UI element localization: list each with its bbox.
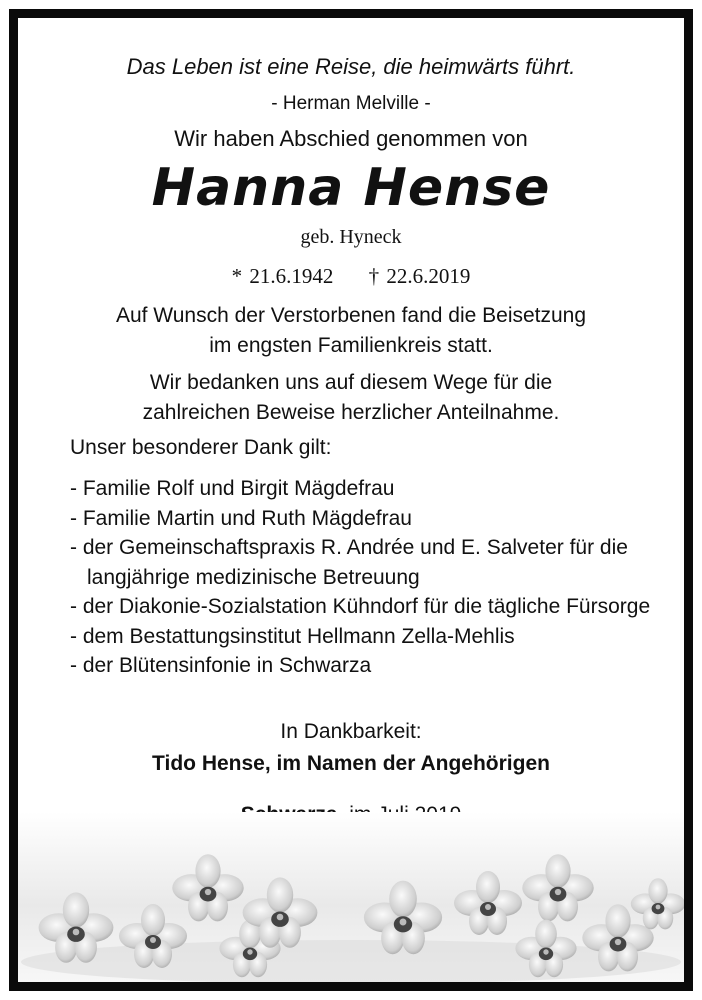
thanks-notice [18, 368, 684, 428]
thanks-notice-line: Wir bedanken uns auf diesem Wege für die [149, 371, 553, 394]
list-item: - der Blütensinfonie in Schwarza [70, 651, 670, 681]
thanks-heading: Unser besonderer Dank gilt: [70, 436, 332, 459]
burial-notice-line: Auf Wunsch der Verstorbenen fand die Beisetzung [115, 304, 587, 327]
burial-notice [18, 301, 684, 361]
list-item: - der Diakonie-Sozialstation Kühndorf für die tägliche Fürsorge [70, 592, 670, 622]
signer: Tido Hense, im Namen der Angehörigen [152, 752, 550, 775]
death-date: † 22.6.2019 [368, 264, 471, 288]
gratitude-line: In Dankbarkeit: [280, 720, 422, 743]
list-item: - dem Bestattungsinstitut Hellmann Zella-Mehlis [70, 622, 670, 652]
life-dates [18, 264, 684, 289]
thanks-list [70, 474, 670, 681]
thanks-notice-line: zahlreichen Beweise herzlicher Anteilnahme. [142, 401, 560, 424]
quote: Das Leben ist eine Reise, die heimwärts führt. [126, 54, 576, 79]
deceased-name: Hanna Hense [151, 158, 551, 218]
burial-notice-line: im engsten Familienkreis statt. [209, 334, 493, 357]
maiden-name: geb. Hyneck [300, 226, 402, 248]
birth-date: * 21.6.1942 [231, 264, 334, 288]
orchid-flowers-image [18, 812, 684, 982]
list-item: - Familie Rolf und Birgit Mägdefrau [70, 474, 670, 504]
obituary-card [9, 9, 693, 991]
list-item: - Familie Martin und Ruth Mägdefrau [70, 504, 670, 534]
quote-author: - Herman Melville - [271, 93, 431, 114]
list-item: - der Gemeinschaftspraxis R. Andrée und E. Salveter für die langjährige medizinische Betreuung [70, 533, 670, 592]
intro-text: Wir haben Abschied genommen von [174, 126, 528, 151]
